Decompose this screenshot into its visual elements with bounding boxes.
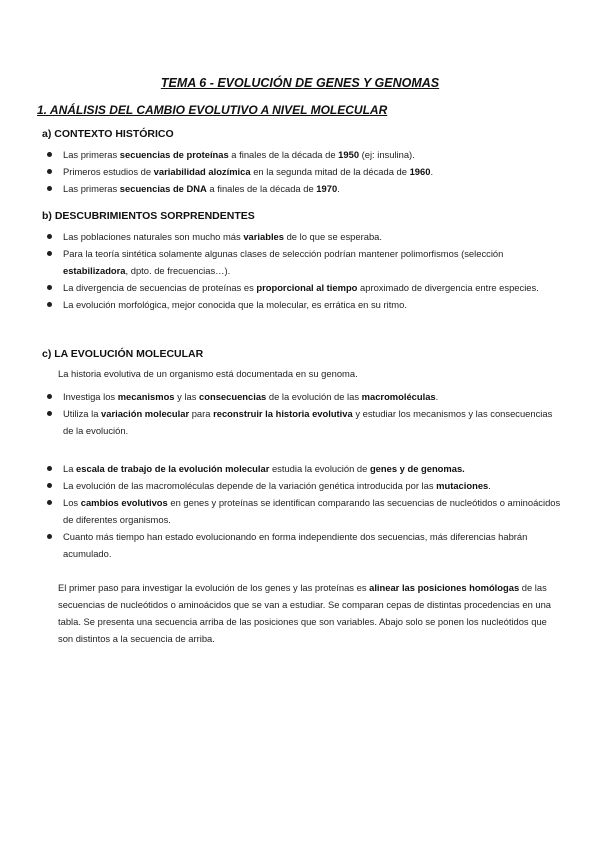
list-item: Las poblaciones naturales son mucho más variables de lo que se esperaba. xyxy=(44,228,564,245)
bullet-icon xyxy=(47,302,52,307)
bold-term: alinear las posiciones homólogas xyxy=(369,582,520,593)
bullet-icon xyxy=(47,500,52,505)
bold-term: mecanismos xyxy=(117,391,175,402)
bullet-icon xyxy=(47,466,52,471)
bullet-icon xyxy=(47,411,52,416)
list-item: La escala de trabajo de la evolución molecular estudia la evolución de genes y de genomas. xyxy=(44,460,564,477)
list-item: La evolución de las macromoléculas depende de la variación genética introducida por las mutaciones. xyxy=(44,477,564,494)
bold-term: 1950 xyxy=(338,149,360,160)
bullet-list-c2 xyxy=(44,460,564,562)
list-item: Para la teoría sintética solamente algunas clases de selección podrían mantener polimorfismos (selección estabilizadora, dpto. de frecuencias…). xyxy=(44,245,564,279)
bold-term: variabilidad alozímica xyxy=(153,166,251,177)
bullet-icon xyxy=(47,234,52,239)
bold-term: escala de trabajo de la evolución molecular xyxy=(76,463,270,474)
bold-term: variables xyxy=(243,231,284,242)
bold-term: secuencias de DNA xyxy=(119,183,207,194)
bold-term: 1960 xyxy=(409,166,431,177)
list-item: Los cambios evolutivos en genes y proteínas se identifican comparando las secuencias de nucleótidos o aminoácidos de diferentes organismos. xyxy=(44,494,564,528)
bullet-icon xyxy=(47,285,52,290)
bold-term: secuencias de proteínas xyxy=(119,149,229,160)
bold-term: consecuencias xyxy=(199,391,267,402)
bold-term: estabilizadora xyxy=(63,265,126,276)
bold-term: variación molecular xyxy=(101,408,190,419)
bullet-icon xyxy=(47,394,52,399)
bullet-icon xyxy=(47,186,52,191)
list-item: Investiga los mecanismos y las consecuencias de la evolución de las macromoléculas. xyxy=(44,388,564,405)
bullet-icon xyxy=(47,152,52,157)
list-item: Primeros estudios de variabilidad alozímica en la segunda mitad de la década de 1960. xyxy=(44,163,564,180)
bold-term: cambios evolutivos xyxy=(80,497,168,508)
bold-term: reconstruir la historia evolutiva xyxy=(213,408,353,419)
page-title: TEMA 6 - EVOLUCIÓN DE GENES Y GENOMAS xyxy=(160,76,440,90)
list-item: Las primeras secuencias de proteínas a finales de la década de 1950 (ej: insulina). xyxy=(44,146,564,163)
bold-term: mutaciones xyxy=(436,480,489,491)
bullet-icon xyxy=(47,169,52,174)
closing-paragraph: El primer paso para investigar la evolución de los genes y las proteínas es alinear las posiciones homólogas de las secuencias de nucleótidos o aminoácidos que se van a estudiar. Se comparan cepas de distintas procedencias en una tabla. Se presenta una secuencia arriba de las posiciones que son variables. Abajo solo se ponen los nucleótidos que son distintos a la secuencia de arriba. xyxy=(58,582,552,644)
bullet-list-c1 xyxy=(44,388,564,439)
bullet-icon xyxy=(47,251,52,256)
bold-term: genes y de genomas. xyxy=(369,463,465,474)
list-item: Las primeras secuencias de DNA a finales de la década de 1970. xyxy=(44,180,564,197)
subsection-heading-c: c) LA EVOLUCIÓN MOLECULAR xyxy=(42,348,204,360)
list-item: La evolución morfológica, mejor conocida que la molecular, es errática en su ritmo. xyxy=(44,296,564,313)
list-item: La divergencia de secuencias de proteínas es proporcional al tiempo aproximado de divergencia entre especies. xyxy=(44,279,564,296)
bullet-list-a xyxy=(44,146,564,197)
bullet-icon xyxy=(47,534,52,539)
bullet-icon xyxy=(47,483,52,488)
bold-term: proporcional al tiempo xyxy=(256,282,358,293)
bold-term: 1970 xyxy=(316,183,338,194)
bullet-list-b xyxy=(44,228,564,313)
bold-term: macromoléculas xyxy=(361,391,436,402)
list-item: Utiliza la variación molecular para reconstruir la historia evolutiva y estudiar los mecanismos y las consecuencias de la evolución. xyxy=(44,405,564,439)
subsection-heading-a: a) CONTEXTO HISTÓRICO xyxy=(42,128,174,140)
subsection-heading-b: b) DESCUBRIMIENTOS SORPRENDENTES xyxy=(42,210,255,222)
section-heading: 1. ANÁLISIS DEL CAMBIO EVOLUTIVO A NIVEL MOLECULAR xyxy=(37,103,388,117)
list-item: Cuanto más tiempo han estado evolucionando en forma independiente dos secuencias, más diferencias habrán acumulado. xyxy=(44,528,564,562)
intro-paragraph: La historia evolutiva de un organismo está documentada en su genoma. xyxy=(58,368,358,379)
